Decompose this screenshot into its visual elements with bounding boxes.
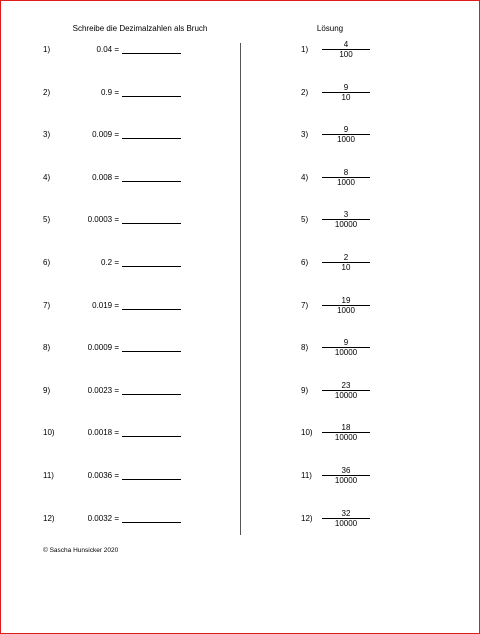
solution-fraction [322,338,370,357]
solution-number: 8) [301,343,309,352]
exercise-row [0,168,480,202]
answer-blank[interactable] [122,96,181,97]
fraction-numerator: 9 [343,83,349,92]
solution-number: 12) [301,514,313,523]
exercise-number: 5) [43,215,51,224]
decimal-question: 0.04 = [96,45,119,54]
fraction-denominator: 1000 [337,135,355,144]
fraction-numerator: 4 [343,40,349,49]
fraction-denominator: 10000 [334,348,358,357]
decimal-question: 0.008 = [92,173,119,182]
fraction-numerator: 2 [343,253,349,262]
exercise-row [0,509,480,543]
exercise-number: 4) [43,173,51,182]
decimal-question: 0.0003 = [87,215,119,224]
answer-blank[interactable] [122,53,181,54]
solution-fraction [322,381,370,400]
solution-fraction [322,423,370,442]
solution-fraction [322,168,370,187]
exercise-number: 2) [43,88,51,97]
fraction-numerator: 9 [343,125,349,134]
answer-blank[interactable] [122,522,181,523]
solution-number: 2) [301,88,309,97]
fraction-numerator: 3 [343,210,349,219]
answer-blank[interactable] [122,181,181,182]
decimal-question: 0.019 = [92,301,119,310]
fraction-numerator: 9 [343,338,349,347]
solution-number: 1) [301,45,309,54]
fraction-numerator: 18 [341,423,351,432]
exercise-number: 1) [43,45,51,54]
answer-blank[interactable] [122,394,181,395]
fraction-denominator: 10000 [334,476,358,485]
exercise-row [0,83,480,117]
solution-fraction [322,296,370,315]
solution-fraction [322,83,370,102]
decimal-question: 0.2 = [100,258,119,267]
decimal-question: 0.0023 = [87,386,119,395]
answer-blank[interactable] [122,479,181,480]
fraction-numerator: 19 [341,296,351,305]
solution-fraction [322,40,370,59]
exercise-row [0,40,480,74]
fraction-denominator: 100 [339,50,353,59]
fraction-numerator: 23 [341,381,351,390]
solution-number: 10) [301,428,313,437]
exercise-number: 6) [43,258,51,267]
exercise-row [0,210,480,244]
solution-number: 3) [301,130,309,139]
solution-fraction [322,509,370,528]
exercise-number: 10) [43,428,55,437]
exercise-number: 3) [43,130,51,139]
fraction-denominator: 10 [341,263,351,272]
answer-blank[interactable] [122,309,181,310]
exercise-number: 12) [43,514,55,523]
solution-fraction [322,125,370,144]
exercise-row [0,338,480,372]
exercise-number: 9) [43,386,51,395]
fraction-denominator: 10000 [334,519,358,528]
fraction-denominator: 1000 [337,306,355,315]
fraction-numerator: 8 [343,168,349,177]
decimal-question: 0.009 = [92,130,119,139]
fraction-denominator: 10000 [334,391,358,400]
decimal-question: 0.9 = [100,88,119,97]
exercise-number: 7) [43,301,51,310]
fraction-denominator: 10000 [334,433,358,442]
solution-number: 4) [301,173,309,182]
exercise-title: Schreibe die Dezimalzahlen als Bruch [72,24,208,33]
answer-blank[interactable] [122,436,181,437]
solution-number: 7) [301,301,309,310]
exercise-row [0,253,480,287]
answer-blank[interactable] [122,138,181,139]
fraction-denominator: 10 [341,93,351,102]
copyright-footer: © Sascha Hunsicker 2020 [43,547,119,554]
solution-fraction [322,466,370,485]
solution-fraction [322,253,370,272]
solution-number: 5) [301,215,309,224]
fraction-numerator: 32 [341,509,351,518]
answer-blank[interactable] [122,351,181,352]
solution-number: 6) [301,258,309,267]
decimal-question: 0.0018 = [87,428,119,437]
exercise-row [0,423,480,457]
exercise-row [0,381,480,415]
exercise-number: 11) [43,471,54,480]
fraction-denominator: 10000 [334,220,358,229]
decimal-question: 0.0009 = [87,343,119,352]
exercise-number: 8) [43,343,51,352]
solution-title: Lösung [316,24,344,33]
answer-blank[interactable] [122,266,181,267]
exercise-row [0,125,480,159]
solution-number: 9) [301,386,309,395]
fraction-numerator: 36 [341,466,351,475]
solution-number: 11) [301,471,312,480]
solution-fraction [322,210,370,229]
decimal-question: 0.0036 = [87,471,119,480]
fraction-denominator: 1000 [337,178,355,187]
exercise-row [0,466,480,500]
answer-blank[interactable] [122,223,181,224]
decimal-question: 0.0032 = [87,514,119,523]
exercise-row [0,296,480,330]
